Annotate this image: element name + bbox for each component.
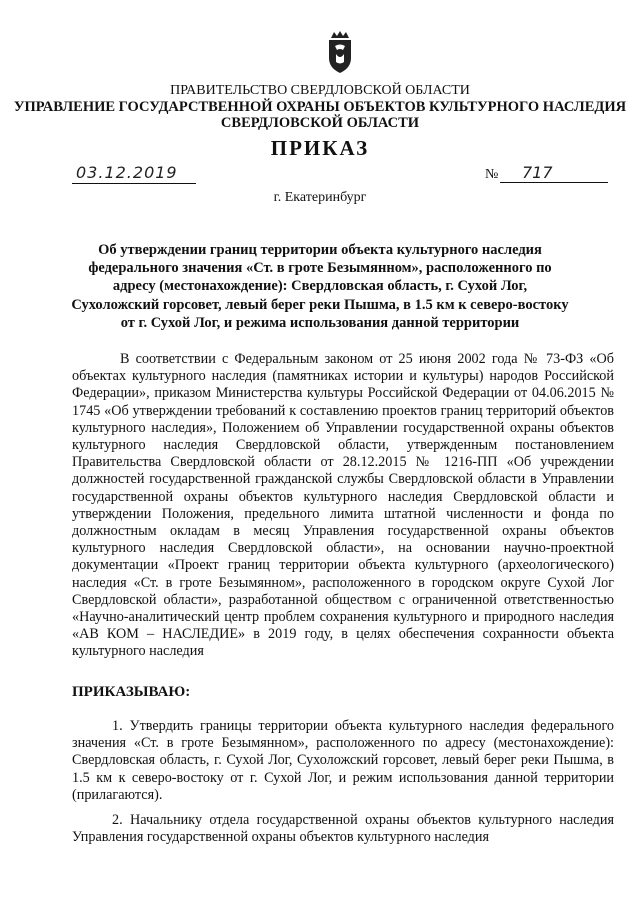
government-name: ПРАВИТЕЛЬСТВО СВЕРДЛОВСКОЙ ОБЛАСТИ <box>170 83 470 98</box>
order-word: ПРИКАЗЫВАЮ: <box>72 684 191 700</box>
number-label: № <box>485 167 499 182</box>
order-subject <box>0 241 640 332</box>
order-subject-text: Об утверждении границ территории объекта культурного наследия федерального значения «Ст. в гроте Безымянном», расположенного по адресу (местонахождение): Свердловская область, г. Сухой Лог, Сухоложский горсовет, левый берег реки Пышма, в 1.5 км к северо-востоку от г. Сухой Лог, и режима использования данной территории <box>71 242 569 331</box>
document-title: ПРИКАЗ <box>270 136 370 160</box>
department-name: УПРАВЛЕНИЕ ГОСУДАРСТВЕННОЙ ОХРАНЫ ОБЪЕКТОВ КУЛЬТУРНОГО НАСЛЕДИЯ СВЕРДЛОВСКОЙ ОБЛАСТИ <box>13 99 627 131</box>
order-item-2: 2. Начальнику отдела государственной охраны объектов культурного наследия Управления государственной охраны объектов культурного наследия <box>72 812 614 846</box>
preamble-paragraph: В соответствии с Федеральным законом от 25 июня 2002 года № 73-ФЗ «Об объектах культурного наследия (памятниках истории и культуры) народов Российской Федерации», приказом Министерства культуры Российской Федерации от 04.06.2015 № 1745 «Об утверждении требований к составлению проектов границ территорий объектов культурного наследия», Положением об Управлении государственной охраны объектов культурного наследия Свердловской области, утвержденным постановлением Правительства Свердловской области от 28.12.2015 № 1216-ПП «Об учреждении должностей государственной гражданской службы Свердловской области в Управлении государственной охраны объектов культурного наследия Свердловской области и утверждении Положения, предельного лимита штатной численности и фонда по должностным окладам в месяц Управления государственной охраны объектов культурного наследия Свердловской области», на основании научно-проектной документации «Проект границ территории объекта культурного (археологического) наследия «Ст. в гроте Безымянном», расположенного в городском округе Сухой Лог Свердловской области», разработанной обществом с ограниченной ответственностью «Научно-аналитический центр проблем сохранения культурного и природного наследия «АВ КОМ – НАСЛЕДИЕ» в 2019 году, в целях обеспечения сохранности объекта культурного наследия <box>72 351 614 660</box>
city: г. Екатеринбург <box>273 190 367 205</box>
coat-of-arms-icon <box>325 30 355 74</box>
order-date: 03.12.2019 <box>72 163 196 184</box>
order-number: 717 <box>500 163 608 183</box>
order-item-1: 1. Утвердить границы территории объекта культурного наследия федерального значения «Ст. в гроте Безымянном», расположенного по адресу (местонахождение): Свердловская область, г. Сухой Лог, Сухоложский горсовет, левый берег реки Пышма, в 1.5 км к северо-востоку от г. Сухой Лог, и режим использования данной территории (прилагаются). <box>72 718 614 803</box>
